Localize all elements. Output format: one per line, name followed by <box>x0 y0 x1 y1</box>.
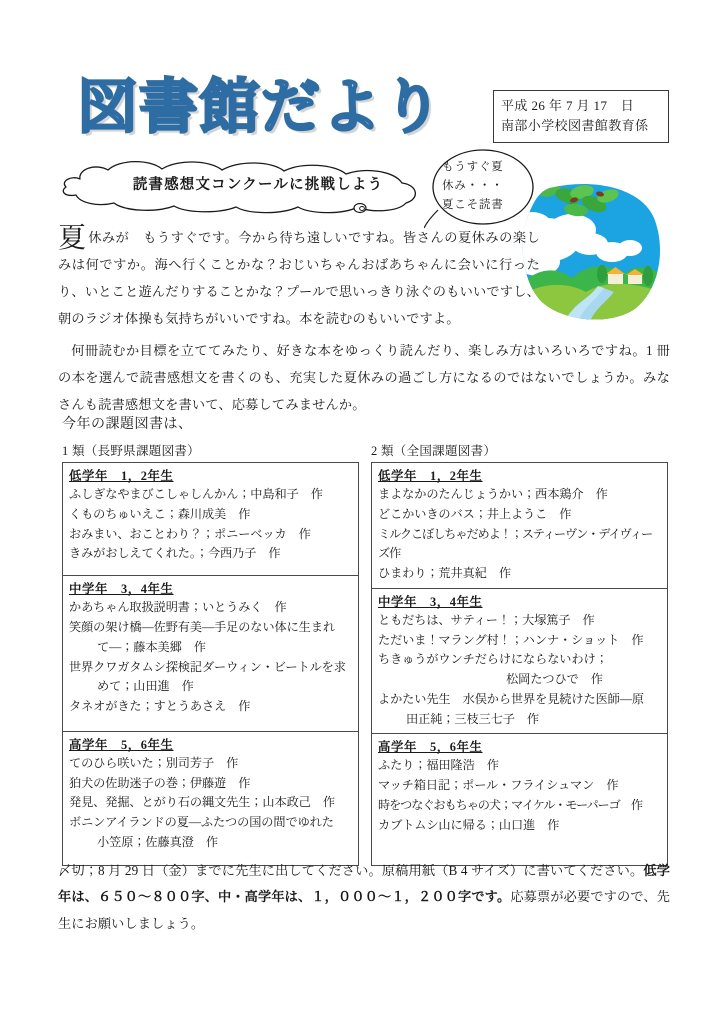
issue-date-box <box>493 90 669 143</box>
bubble-line-2: 休み・・・ <box>442 179 504 192</box>
speech-bubble-text <box>442 158 528 215</box>
book-entry: カブトムシ山に帰る；山口進 作 <box>378 817 560 832</box>
book-entry: まよなかのたんじょうかい；西本鶏介 作 <box>378 487 608 501</box>
table-row <box>372 588 668 734</box>
book-entry: ただいま！マラング村！；ハンナ・ショット 作 <box>378 632 644 647</box>
category-label-right: 2 類（全国課題図書） <box>371 444 497 458</box>
book-entry: て―；藤本美郷 作 <box>97 639 206 654</box>
grade-heading: 中学年 3，4年生 <box>378 594 483 609</box>
book-entry: ふしぎなやまびこしゃしんかん；中島和子 作 <box>69 487 323 501</box>
assigned-books-section <box>62 413 668 866</box>
book-entry: 発見、発掘、とがり石の縄文先生；山本政己 作 <box>69 795 335 810</box>
grade-heading: 低学年 1，2年生 <box>378 469 483 483</box>
table-row <box>63 463 359 576</box>
book-entry: どこかいきのバス；井上ようこ 作 <box>378 506 572 521</box>
issue-date: 平成 26 年 7 月 17 日 <box>501 98 635 113</box>
issuer-name: 南部小学校図書館教育係 <box>501 118 649 134</box>
category-label-left: 1 類（長野県課題図書） <box>62 444 200 458</box>
book-entry: タネオがきた；すとうあさえ 作 <box>69 699 251 714</box>
grade-cell <box>63 731 359 865</box>
note-bold-requirement: 低学年は、６５０～８００字、中・高学年は、１，０００～１，２００字です。 <box>58 863 670 905</box>
book-table-prefecture <box>62 462 359 866</box>
table-row <box>63 731 359 865</box>
book-entry: 田正純；三枝三七子 作 <box>406 711 540 726</box>
book-entry: ミルクこぼしちゃだめよ！；スティーヴン・デイヴィーズ作 <box>378 526 653 561</box>
grade-cell <box>63 576 359 732</box>
category-labels-row <box>62 441 668 459</box>
article-body <box>58 224 670 418</box>
bubble-line-1: もうすぐ夏 <box>442 161 504 173</box>
book-entry: おみまい、おことわり？；ポニーベッカ 作 <box>69 526 311 541</box>
masthead-title: 図書館だより <box>78 74 445 140</box>
book-tables <box>62 462 668 866</box>
grade-cell <box>63 463 359 576</box>
grade-cell <box>372 588 668 734</box>
book-entry: きみがおしえてくれた。；今西乃子 作 <box>69 546 281 561</box>
book-entry: 時をつなぐおもちゃの犬；マイケル・モーパーゴ 作 <box>378 797 642 812</box>
book-entry: 松岡たつひで 作 <box>506 672 603 687</box>
table-row <box>63 576 359 732</box>
grade-heading: 中学年 3，4年生 <box>69 582 174 597</box>
paragraph-1 <box>58 224 540 332</box>
grade-cell <box>372 463 668 589</box>
grade-heading: 高学年 5，6年生 <box>69 737 174 752</box>
book-entry: 笑顔の架け橋―佐野有美―手足のない体に生まれ <box>69 620 335 635</box>
table-row <box>372 734 668 866</box>
book-entry: ボニンアイランドの夏―ふたつの国の間でゆれた <box>69 815 334 830</box>
book-entry: マッチ箱日記；ポール・フライシュマン 作 <box>378 778 619 793</box>
book-entry: めて；山田進 作 <box>97 679 194 694</box>
paragraph-2: 何冊読むか目標を立ててみたり、好きな本をゆっくり読んだり、楽しみ方はいろいろですね。1 冊の本を選んで読書感想文を書くのも、充実した夏休みの過ごし方になるのではないでしょうか。みなさんも読書感想文を書いて、応募してみませんか。 <box>58 343 670 413</box>
grade-heading: 低学年 1，2年生 <box>69 469 174 483</box>
book-entry: てのひら咲いた；別司芳子 作 <box>69 755 239 770</box>
table-row <box>372 463 668 589</box>
book-entry: かあちゃん取扱説明書；いとうみく 作 <box>69 600 287 615</box>
bubble-line-3: 夏こそ読書 <box>442 198 504 211</box>
cloud-callout <box>58 157 458 215</box>
page-header <box>0 74 724 158</box>
book-entry: ふたり；福田隆浩 作 <box>378 758 499 773</box>
book-entry: ちきゅうがウンチだらけにならないわけ； <box>378 652 608 667</box>
note-part-1: 〆切；8 月 29 日（金）までに先生に出してください。原稿用紙（B 4 サイズ）に書いてください。 <box>58 863 644 878</box>
book-entry: 世界クワガタムシ探検記ダーウィン・ビートルを求 <box>69 659 346 674</box>
drop-cap: 夏 <box>58 223 87 254</box>
book-entry: よかたい先生 水俣から世界を見続けた医師―原 <box>378 691 644 706</box>
book-entry: 小笠原；佐藤真澄 作 <box>97 834 218 849</box>
grade-heading: 高学年 5，6年生 <box>378 740 483 755</box>
book-entry: ひまわり；荒井真紀 作 <box>378 566 511 581</box>
paragraph-1-text: 休みが もうすぐです。今から待ち遠しいですね。皆さんの夏休みの楽しみは何ですか。海へ行くことかな？おじいちゃんおばあちゃんに会いに行ったり、いとこと遊んだりすることかな？プールで思いっきり泳ぐのもいいですし、朝のラジオ体操も気持ちがいいですね。本を読むのもいいですよ。 <box>58 230 540 327</box>
books-section-title: 今年の課題図書は、 <box>62 417 193 432</box>
grade-cell <box>372 734 668 866</box>
book-entry: ともだちは、サティー！；大塚篤子 作 <box>378 612 595 627</box>
note-part-2: 応募票が必要ですので、先生にお願いしましょう。 <box>58 889 671 931</box>
submission-note <box>58 858 670 937</box>
book-entry: 狛犬の佐助迷子の巻；伊藤遊 作 <box>69 775 251 790</box>
book-table-national <box>371 462 668 866</box>
cloud-callout-text: 読書感想文コンクールに挑戦しよう <box>132 177 384 193</box>
book-entry: くものちゅいえこ；森川成美 作 <box>69 506 251 521</box>
